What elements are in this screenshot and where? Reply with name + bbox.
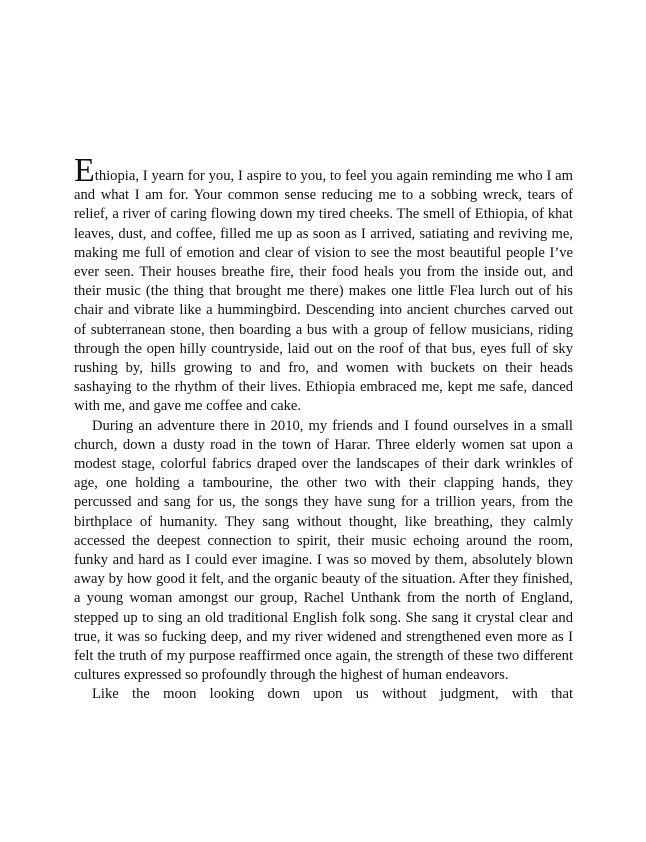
paragraph-harar: During an adventure there in 2010, my friends and I found ourselves in a small church, down a dusty road in the town of Harar. Three elderly women sat upon a modest stage, colorful fabrics draped over the landscapes of their dark wrinkles of age, one holding a tambourine, the other two with their clapping hands, they percussed and sang for us, the songs they have sung for a trillion years, from the birthplace of humanity. They sang without thought, like breathing, they calmly accessed the deepest connection to spirit, their music echoing around the room, funky and hard as I could ever imagine. I was so moved by them, absolutely blown away by how good it felt, and the organic beauty of the situation. After they finished, a young woman amongst our group, Rachel Unthank from the north of England, stepped up to sing an old traditional English folk song. She sang it crystal clear and true, it was so fucking deep, and my river widened and strengthened even more as I felt the truth of my purpose reaffirmed once again, the strength of these two different cultures expressed so profoundly through the highest of human endeavors.	[74, 417, 573, 684]
page-body	[74, 152, 573, 705]
paragraph-text: thiopia, I yearn for you, I aspire to you, to feel you again reminding me who I am and what I am for. Your common sense reducing me to a sobbing wreck, tears of relief, a river of caring flowing down my tired cheeks. The smell of Ethiopia, of khat leaves, dust, and coffee, filled me up as soon as I arrived, satiating and reviving me, making me full of emotion and clear of vision to see the most beautiful people I’ve ever seen. Their houses breathe fire, their food heals you from the inside out, and their music (the thing that brought me there) makes one little Flea lurch out of his chair and vibrate like a hummingbird. Descending into ancient churches carved out of subterranean stone, then boarding a bus with a group of fellow musicians, riding through the open hilly countryside, laid out on the roof of that bus, eyes full of sky rushing by, hills growing to and fro, and women with buckets on their heads sashaying to the rhythm of their lives. Ethiopia embraced me, kept me safe, danced with me, and gave me coffee and cake.	[74, 168, 573, 415]
paragraph-ethiopia	[74, 152, 573, 417]
paragraph-moon: Like the moon looking down upon us without judgment, with that	[92, 686, 573, 703]
drop-cap: E	[74, 152, 95, 189]
